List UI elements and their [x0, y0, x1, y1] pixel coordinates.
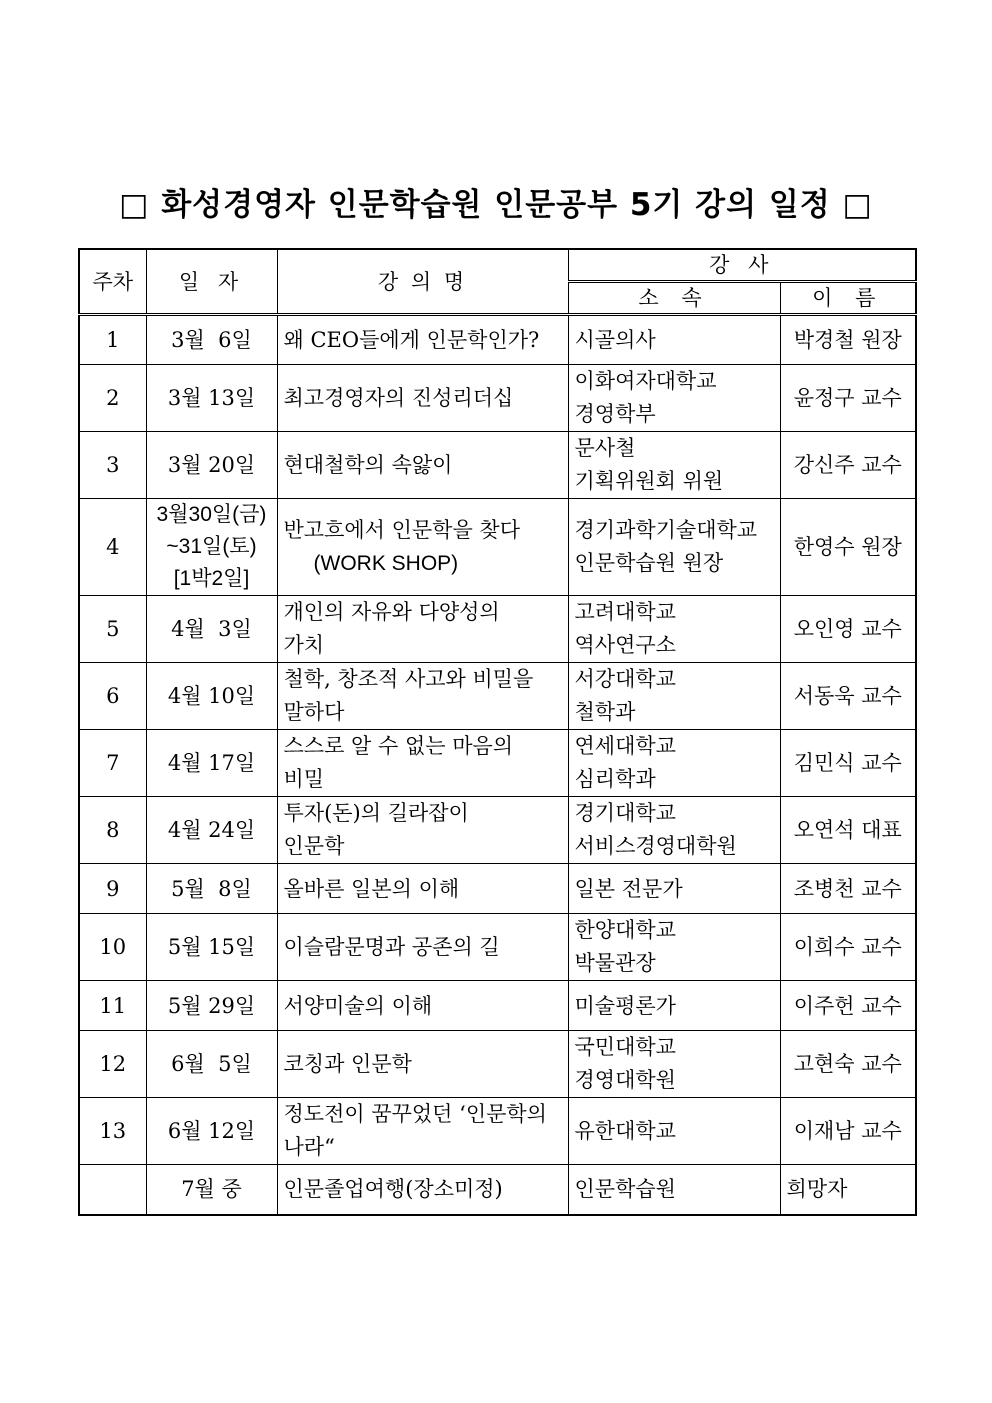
schedule-table [78, 248, 917, 1216]
header-instructor: 강 사 [568, 249, 916, 282]
date-cell [146, 499, 277, 596]
week-cell: 6 [79, 663, 146, 730]
date-cell: 3월 20일 [146, 432, 277, 499]
affiliation-cell [568, 663, 780, 730]
header-date: 일 자 [146, 249, 277, 315]
affiliation-line: 역사연구소 [574, 633, 676, 657]
affiliation-line: 문사철 [574, 436, 636, 460]
table-row [79, 663, 916, 730]
affiliation-cell: 일본 전문가 [568, 864, 780, 914]
header-name: 이 름 [780, 282, 916, 315]
affiliation-line: 고려대학교 [574, 600, 676, 624]
table-row [79, 914, 916, 981]
lecture-cell [277, 1098, 568, 1165]
name-cell: 오인영 교수 [780, 596, 916, 663]
date-cell: 3월 6일 [146, 315, 277, 365]
date-cell: 5월 15일 [146, 914, 277, 981]
name-cell: 오연석 대표 [780, 797, 916, 864]
table-row [79, 1031, 916, 1098]
affiliation-cell [568, 596, 780, 663]
week-cell [79, 1165, 146, 1215]
name-cell: 이희수 교수 [780, 914, 916, 981]
lecture-line: 개인의 자유와 다양성의 [283, 600, 500, 624]
table-row [79, 864, 916, 914]
lecture-line: 철학, 창조적 사고와 비밀을 [283, 667, 534, 691]
affiliation-cell [568, 1031, 780, 1098]
lecture-line: 비밀 [283, 767, 325, 791]
date-cell: 5월 29일 [146, 981, 277, 1031]
table-row [79, 499, 916, 596]
affiliation-cell [568, 914, 780, 981]
lecture-cell [277, 797, 568, 864]
table-row [79, 1098, 916, 1165]
week-cell: 11 [79, 981, 146, 1031]
name-cell: 고현숙 교수 [780, 1031, 916, 1098]
lecture-line: 스스로 알 수 없는 마음의 [283, 734, 514, 758]
name-cell: 강신주 교수 [780, 432, 916, 499]
header-lecture: 강 의 명 [277, 249, 568, 315]
affiliation-line: 경영대학원 [574, 1068, 676, 1092]
affiliation-cell: 미술평론가 [568, 981, 780, 1031]
affiliation-line: 인문학습원 원장 [574, 551, 724, 575]
table-row [79, 730, 916, 797]
week-cell: 10 [79, 914, 146, 981]
week-cell: 4 [79, 499, 146, 596]
date-cell: 6월 5일 [146, 1031, 277, 1098]
page-title: □ 화성경영자 인문학습원 인문공부 5기 강의 일정 □ [119, 187, 873, 223]
lecture-cell: 이슬람문명과 공존의 길 [277, 914, 568, 981]
date-cell: 3월 13일 [146, 365, 277, 432]
date-cell: 4월 3일 [146, 596, 277, 663]
lecture-line: (WORK SHOP) [313, 552, 459, 575]
table-row [79, 315, 916, 365]
affiliation-line: 연세대학교 [574, 734, 676, 758]
table-row [79, 981, 916, 1031]
lecture-line: 말하다 [283, 700, 345, 724]
lecture-cell: 올바른 일본의 이해 [277, 864, 568, 914]
affiliation-line: 경영학부 [574, 402, 656, 426]
week-cell: 1 [79, 315, 146, 365]
lecture-line: 반고흐에서 인문학을 찾다 [283, 518, 520, 542]
name-cell: 희망자 [780, 1165, 916, 1215]
name-cell: 한영수 원장 [780, 499, 916, 596]
name-cell: 서동욱 교수 [780, 663, 916, 730]
lecture-cell: 왜 CEO들에게 인문학인가? [277, 315, 568, 365]
date-cell: 4월 10일 [146, 663, 277, 730]
name-cell: 박경철 원장 [780, 315, 916, 365]
affiliation-cell: 유한대학교 [568, 1098, 780, 1165]
date-cell: 4월 24일 [146, 797, 277, 864]
affiliation-line: 심리학과 [574, 767, 656, 791]
affiliation-line: 서비스경영대학원 [574, 834, 737, 858]
affiliation-cell [568, 499, 780, 596]
week-cell: 9 [79, 864, 146, 914]
name-cell: 김민식 교수 [780, 730, 916, 797]
week-cell: 3 [79, 432, 146, 499]
lecture-cell: 현대철학의 속앓이 [277, 432, 568, 499]
lecture-line: 투자(돈)의 길라잡이 [283, 801, 469, 825]
date-cell: 4월 17일 [146, 730, 277, 797]
affiliation-cell [568, 797, 780, 864]
name-cell: 윤정구 교수 [780, 365, 916, 432]
lecture-cell: 인문졸업여행(장소미정) [277, 1165, 568, 1215]
lecture-cell: 서양미술의 이해 [277, 981, 568, 1031]
name-cell: 조병천 교수 [780, 864, 916, 914]
lecture-cell [277, 596, 568, 663]
lecture-cell: 최고경영자의 진성리더십 [277, 365, 568, 432]
table-row [79, 432, 916, 499]
affiliation-line: 경기대학교 [574, 801, 676, 825]
date-line: ~31일(토) [166, 535, 257, 558]
table-row [79, 797, 916, 864]
lecture-cell: 코칭과 인문학 [277, 1031, 568, 1098]
date-cell: 6월 12일 [146, 1098, 277, 1165]
name-cell: 이주헌 교수 [780, 981, 916, 1031]
date-line: 3월30일(금) [156, 503, 267, 526]
date-cell: 5월 8일 [146, 864, 277, 914]
lecture-cell [277, 499, 568, 596]
affiliation-cell: 인문학습원 [568, 1165, 780, 1215]
name-cell: 이재남 교수 [780, 1098, 916, 1165]
table-row [79, 365, 916, 432]
week-cell: 7 [79, 730, 146, 797]
header-affiliation: 소 속 [568, 282, 780, 315]
affiliation-line: 기획위원회 위원 [574, 469, 724, 493]
week-cell: 5 [79, 596, 146, 663]
affiliation-cell [568, 432, 780, 499]
week-cell: 8 [79, 797, 146, 864]
lecture-line: 나라“ [283, 1135, 335, 1159]
date-line: [1박2일] [173, 567, 250, 590]
affiliation-line: 경기과학기술대학교 [574, 518, 758, 542]
affiliation-cell [568, 365, 780, 432]
affiliation-line: 철학과 [574, 700, 636, 724]
lecture-cell [277, 730, 568, 797]
affiliation-line: 국민대학교 [574, 1035, 676, 1059]
week-cell: 13 [79, 1098, 146, 1165]
affiliation-line: 서강대학교 [574, 667, 676, 691]
affiliation-cell: 시골의사 [568, 315, 780, 365]
lecture-line: 정도전이 꿈꾸었던 ‘인문학의 [283, 1102, 547, 1126]
table-row [79, 1165, 916, 1215]
table-row [79, 596, 916, 663]
lecture-cell [277, 663, 568, 730]
affiliation-line: 박물관장 [574, 951, 656, 975]
affiliation-line: 한양대학교 [574, 918, 676, 942]
lecture-line: 인문학 [283, 834, 345, 858]
affiliation-cell [568, 730, 780, 797]
lecture-line: 가치 [283, 633, 325, 657]
header-week: 주차 [79, 249, 146, 315]
week-cell: 12 [79, 1031, 146, 1098]
date-cell: 7월 중 [146, 1165, 277, 1215]
week-cell: 2 [79, 365, 146, 432]
affiliation-line: 이화여자대학교 [574, 369, 717, 393]
